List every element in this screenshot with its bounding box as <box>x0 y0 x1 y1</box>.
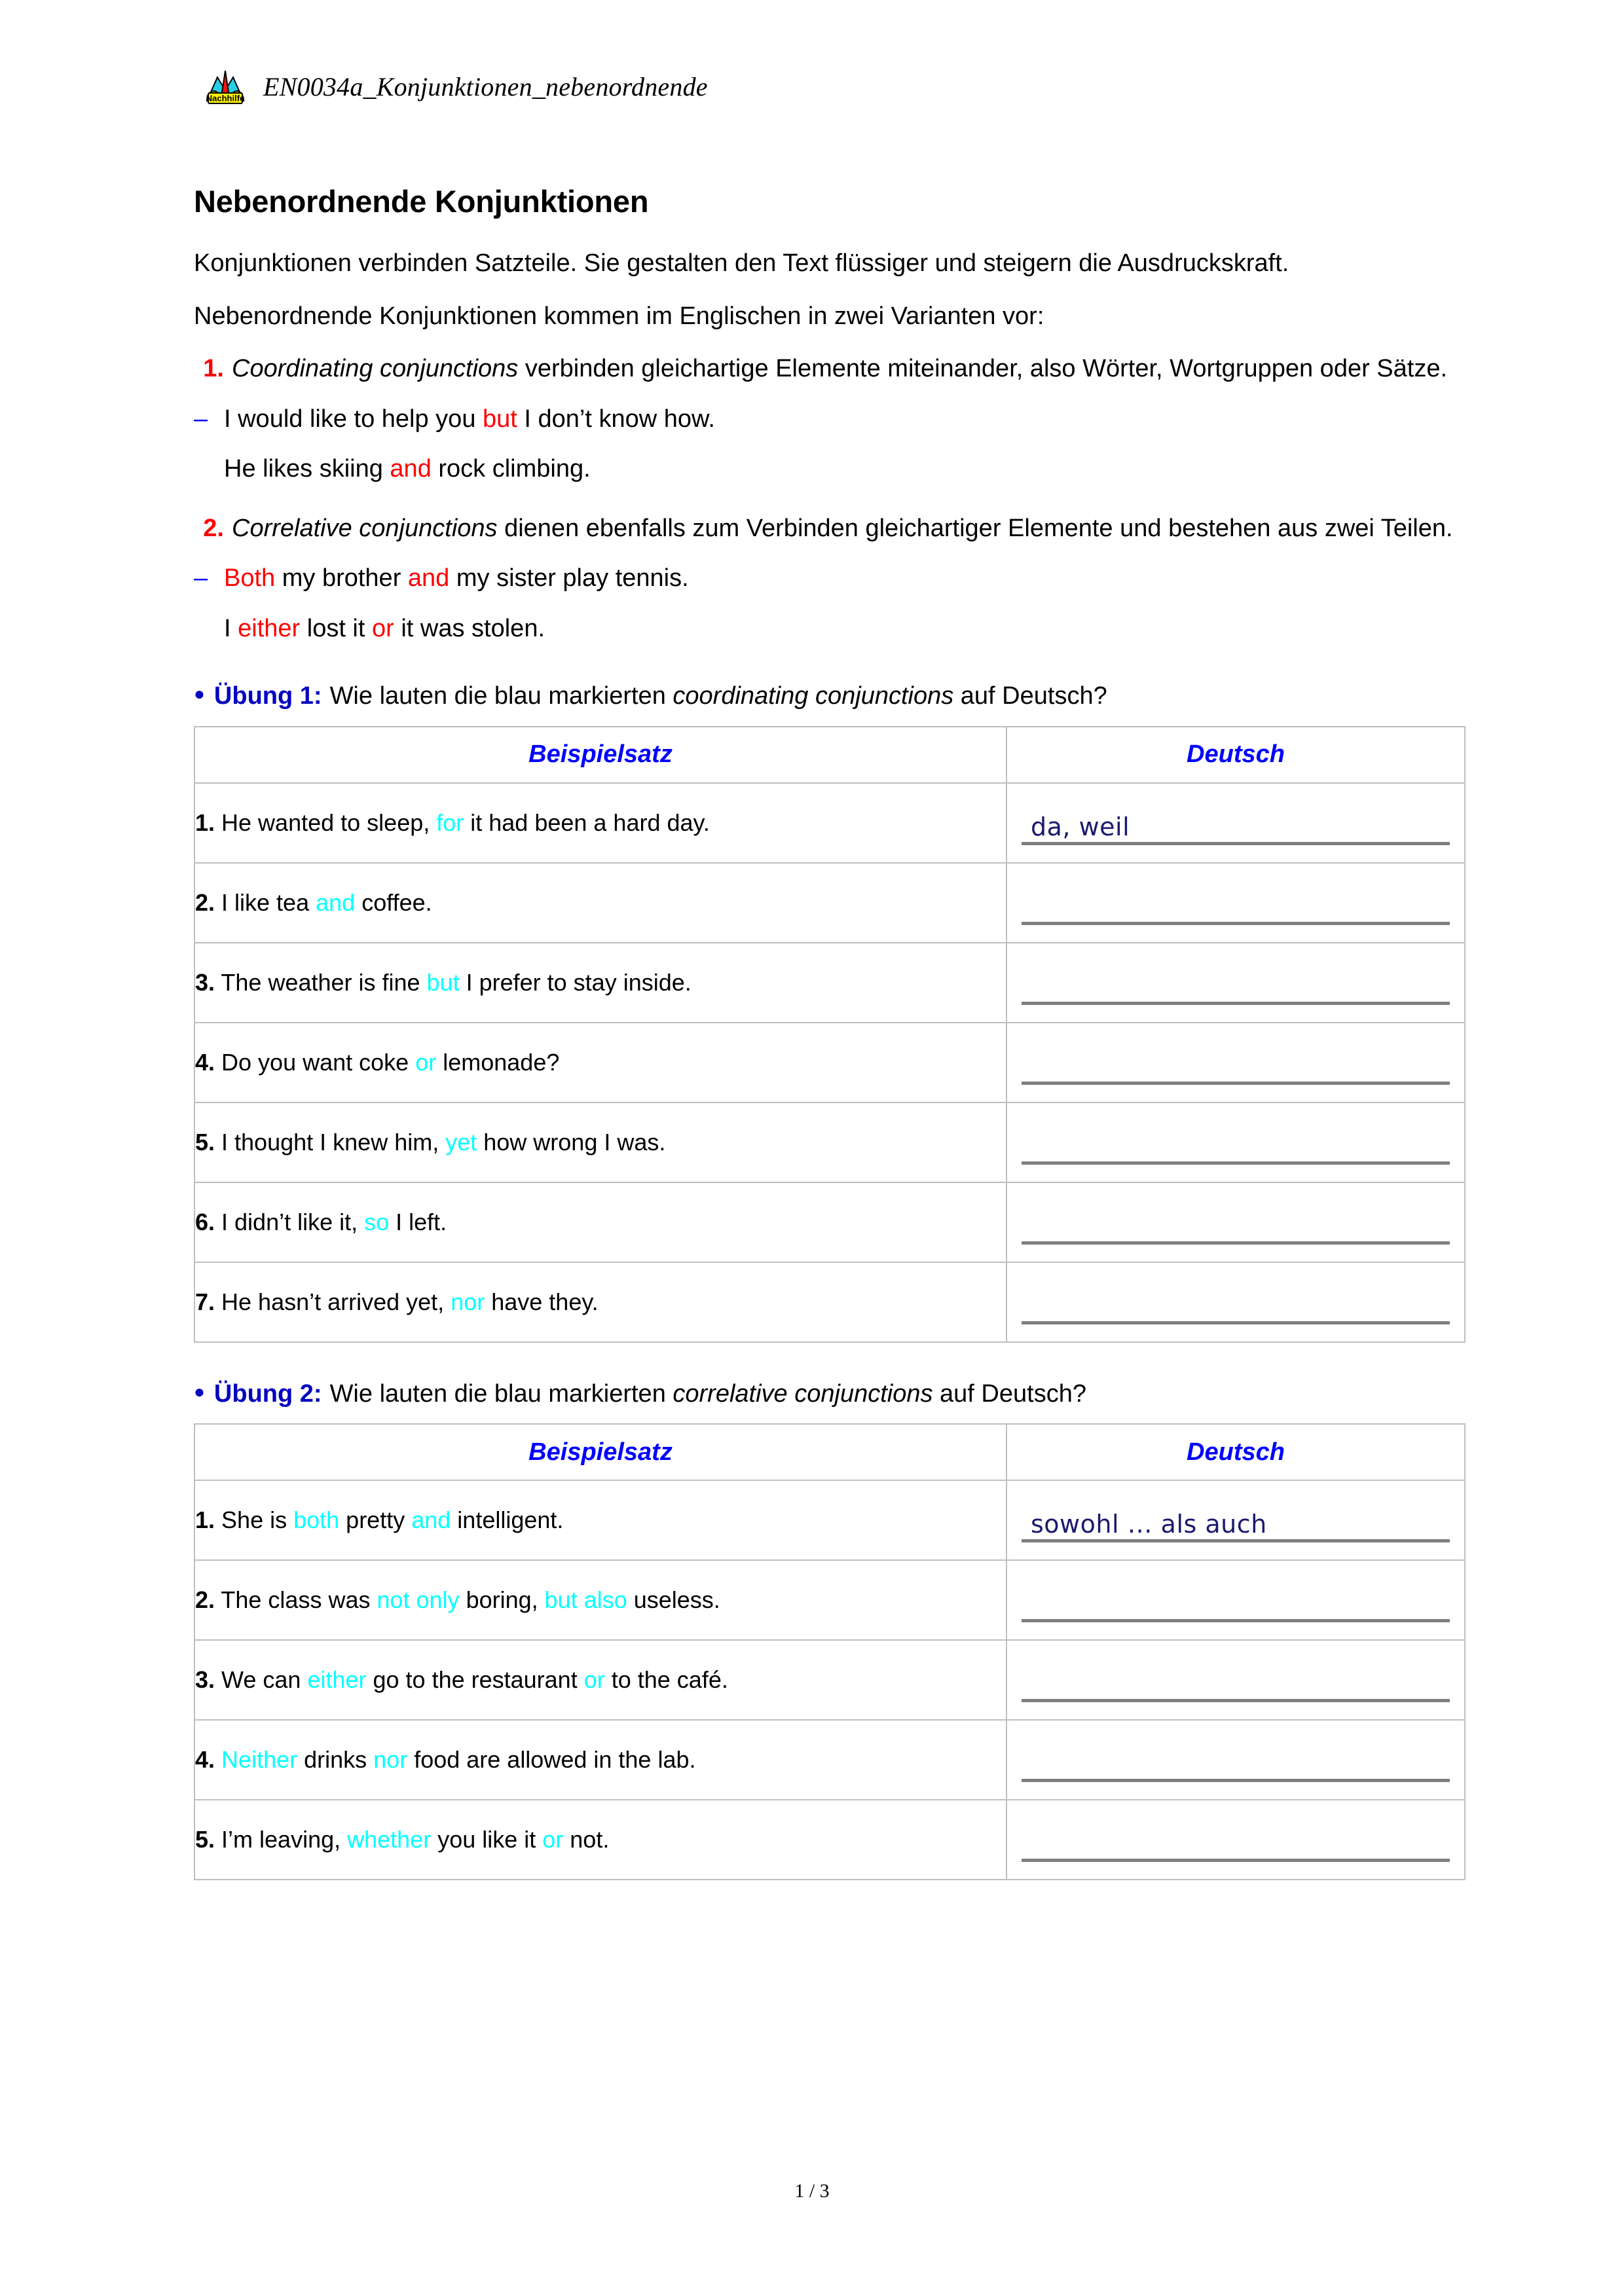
answer-cell[interactable] <box>1006 1023 1465 1102</box>
table-row <box>194 1182 1465 1262</box>
question-pre: Wie lauten die blau markierten <box>329 682 673 710</box>
sentence-pre: The weather is fine <box>215 969 427 996</box>
nachhilfe-mountain-logo-icon <box>202 63 249 110</box>
answer-cell[interactable] <box>1006 783 1465 863</box>
answer-rule <box>1022 922 1450 925</box>
sentence-cell <box>194 863 1006 943</box>
row-number: 2. <box>195 1586 215 1614</box>
sentence-pre: He hasn’t arrived yet, <box>215 1288 451 1316</box>
question-term: coordinating conjunctions <box>673 682 954 710</box>
example-highlight-2: or <box>372 614 394 642</box>
svg-text:Nachhilfe: Nachhilfe <box>206 93 245 103</box>
sentence-cell <box>194 783 1006 863</box>
sentence-highlight: whether <box>347 1826 432 1853</box>
answer-text[interactable] <box>1022 1161 1031 1182</box>
sentence-highlight: Neither <box>221 1746 298 1774</box>
example-line <box>194 403 1464 436</box>
exercise-1-label: Übung 1: <box>213 682 322 710</box>
sentence-post: I prefer to stay inside. <box>459 969 692 996</box>
row-number: 3. <box>195 1666 215 1694</box>
table-row <box>194 1480 1465 1560</box>
row-number: 1. <box>195 809 215 837</box>
intro-paragraph-1: Konjunktionen verbinden Satzteile. Sie gestalten den Text flüssiger und steigern die Ausdruckskraft. <box>194 249 1289 277</box>
sentence-post: lemonade? <box>436 1049 560 1076</box>
row-number: 5. <box>195 1826 215 1853</box>
example-text <box>224 403 1464 436</box>
example-pre: He likes skiing <box>224 455 390 483</box>
sentence-cell <box>194 1102 1006 1182</box>
sentence-post: not. <box>563 1826 610 1853</box>
table-row <box>194 943 1465 1023</box>
answer-rule <box>1022 1699 1450 1702</box>
sentence-highlight: either <box>307 1666 367 1694</box>
sentence-cell <box>194 1480 1006 1560</box>
example-line <box>224 452 1464 486</box>
table-row <box>194 1262 1465 1342</box>
exercise-2-table <box>194 1423 1466 1880</box>
answer-rule <box>1022 1619 1450 1622</box>
example-mid: I don’t know how. <box>517 405 715 433</box>
answer-rule <box>1022 1859 1450 1862</box>
table-header-row <box>194 1424 1465 1480</box>
answer-text[interactable] <box>1022 1778 1031 1799</box>
question-pre: Wie lauten die blau markierten <box>329 1379 673 1408</box>
bullet-icon: ● <box>194 683 205 704</box>
sentence-highlight: but <box>426 969 460 996</box>
exercise-2-heading <box>194 1378 1464 1410</box>
variant-text <box>232 352 1464 386</box>
answer-cell[interactable] <box>1006 863 1465 943</box>
sentence-highlight: or <box>415 1049 437 1076</box>
sentence-post: to the café. <box>604 1666 728 1694</box>
document-filename: EN0034a_Konjunktionen_nebenordnende <box>263 71 708 101</box>
answer-rule <box>1022 1321 1450 1324</box>
variant-text <box>232 512 1464 545</box>
variant-term: Coordinating conjunctions <box>232 355 519 383</box>
exercise-1-table <box>194 726 1466 1343</box>
example-mid: lost it <box>300 614 372 642</box>
sentence-highlight: nor <box>451 1288 485 1316</box>
answer-text[interactable]: da, weil <box>1031 812 1130 841</box>
answer-cell[interactable] <box>1006 1182 1465 1262</box>
sentence-cell <box>194 1720 1006 1800</box>
answer-cell[interactable] <box>1006 1262 1465 1342</box>
answer-cell[interactable] <box>1006 1800 1465 1880</box>
sentence-highlight: yet <box>445 1129 477 1156</box>
sentence-highlight-2: nor <box>373 1746 408 1774</box>
sentence-mid: boring, <box>459 1586 545 1614</box>
example-highlight-2: and <box>407 564 450 592</box>
variant-description: dienen ebenfalls zum Verbinden gleichartiger Elemente und bestehen aus zwei Teilen. <box>497 514 1453 542</box>
question-post: auf Deutsch? <box>953 682 1107 710</box>
answer-cell[interactable] <box>1006 1480 1465 1560</box>
column-header-beispielsatz: Beispielsatz <box>194 727 1006 783</box>
document-body <box>194 183 1464 1880</box>
answer-cell[interactable] <box>1006 1720 1465 1800</box>
answer-rule <box>1022 1779 1450 1782</box>
example-pre: I would like to help you <box>224 405 483 433</box>
table-row <box>194 1640 1465 1720</box>
exercise-2-question <box>330 1378 1086 1410</box>
example-highlight: and <box>390 455 432 483</box>
table-row <box>194 1023 1465 1102</box>
answer-rule <box>1022 1002 1450 1005</box>
column-header-beispielsatz: Beispielsatz <box>194 1424 1006 1480</box>
example-line <box>224 612 1464 646</box>
dash-bullet-icon: – <box>194 564 208 592</box>
answer-text[interactable] <box>1022 1321 1031 1341</box>
column-header-deutsch: Deutsch <box>1006 727 1465 783</box>
exercise-2-label: Übung 2: <box>213 1379 322 1408</box>
sentence-cell <box>194 1800 1006 1880</box>
answer-cell[interactable] <box>1006 1102 1465 1182</box>
sentence-pre: Do you want coke <box>215 1049 416 1076</box>
sentence-post: how wrong I was. <box>477 1129 666 1156</box>
answer-text[interactable] <box>1022 1081 1031 1102</box>
variants-list <box>194 352 1464 645</box>
table-row <box>194 1800 1465 1880</box>
sentence-highlight: and <box>316 889 356 917</box>
sentence-highlight-2: but also <box>544 1586 627 1614</box>
page-title: Nebenordnende Konjunktionen <box>194 184 649 219</box>
sentence-cell <box>194 1182 1006 1262</box>
sentence-pre <box>215 1746 221 1773</box>
table-row <box>194 1720 1465 1800</box>
example-highlight: either <box>238 614 301 642</box>
column-header-deutsch: Deutsch <box>1006 1424 1465 1480</box>
sentence-mid: you like it <box>431 1826 543 1853</box>
row-number: 3. <box>195 969 215 996</box>
exercise-1-question <box>330 680 1107 712</box>
row-number: 6. <box>195 1209 215 1236</box>
sentence-pre: I’m leaving, <box>215 1826 348 1853</box>
answer-text[interactable] <box>1022 1241 1031 1262</box>
row-number: 2. <box>195 889 215 917</box>
sentence-cell <box>194 1023 1006 1102</box>
variant-1-examples <box>194 403 1464 486</box>
sentence-pre: I like tea <box>215 889 316 917</box>
table-row <box>194 1102 1465 1182</box>
example-mid: my brother <box>275 564 408 592</box>
example-highlight: Both <box>224 564 276 592</box>
answer-cell[interactable] <box>1006 1640 1465 1720</box>
sentence-pre: I thought I knew him, <box>215 1129 446 1156</box>
sentence-post: food are allowed in the lab. <box>407 1746 696 1774</box>
sentence-highlight-2: or <box>583 1666 605 1694</box>
variant-2-examples <box>194 562 1464 645</box>
page-footer: 1 / 3 <box>794 2180 830 2202</box>
sentence-post: intelligent. <box>451 1506 564 1534</box>
sentence-post: I left. <box>389 1209 447 1236</box>
answer-text[interactable] <box>1022 1001 1031 1022</box>
table-row <box>194 1560 1465 1640</box>
answer-rule <box>1022 1082 1450 1085</box>
sentence-cell <box>194 1640 1006 1720</box>
sentence-pre: We can <box>215 1666 308 1694</box>
intro-paragraph-2: Nebenordnende Konjunktionen kommen im Englischen in zwei Varianten vor: <box>194 302 1044 330</box>
answer-text[interactable]: sowohl … als auch <box>1031 1510 1267 1539</box>
answer-text[interactable] <box>1022 1618 1031 1639</box>
example-post: my sister play tennis. <box>449 564 689 592</box>
sentence-highlight-2: or <box>542 1826 564 1853</box>
answer-text[interactable] <box>1022 1698 1031 1719</box>
sentence-highlight: for <box>436 809 464 837</box>
example-text <box>224 562 1464 595</box>
row-number: 4. <box>195 1746 215 1774</box>
row-number: 1. <box>195 1506 215 1534</box>
example-mid: rock climbing. <box>431 455 591 483</box>
sentence-post: have they. <box>485 1288 599 1316</box>
document-header <box>202 63 708 110</box>
sentence-highlight: so <box>364 1209 390 1236</box>
sentence-cell <box>194 1262 1006 1342</box>
answer-text[interactable] <box>1022 1858 1031 1879</box>
question-post: auf Deutsch? <box>932 1379 1086 1408</box>
dash-bullet-icon: – <box>194 405 208 433</box>
sentence-mid: go to the restaurant <box>366 1666 584 1694</box>
sentence-post: it had been a hard day. <box>464 809 710 837</box>
answer-rule <box>1022 1241 1450 1245</box>
sentence-post: coffee. <box>355 889 432 917</box>
question-term: correlative conjunctions <box>673 1379 933 1408</box>
sentence-highlight-2: and <box>411 1506 451 1534</box>
exercise-1-heading <box>194 680 1464 712</box>
example-post: it was stolen. <box>394 614 545 642</box>
sentence-highlight: not only <box>377 1586 460 1614</box>
variant-term: Correlative conjunctions <box>232 514 498 542</box>
sentence-post: useless. <box>627 1586 720 1614</box>
variant-description: verbinden gleichartige Elemente miteinander, also Wörter, Wortgruppen oder Sätze. <box>518 355 1448 383</box>
row-number: 5. <box>195 1129 215 1156</box>
variant-item <box>194 512 1464 545</box>
table-row <box>194 783 1465 863</box>
example-pre: I <box>224 614 238 642</box>
answer-rule <box>1022 1161 1450 1165</box>
row-number: 4. <box>195 1049 215 1076</box>
sentence-pre: She is <box>215 1506 294 1534</box>
table-row <box>194 863 1465 943</box>
variant-number: 1. <box>203 355 224 383</box>
example-line <box>194 562 1464 595</box>
answer-cell[interactable] <box>1006 943 1465 1023</box>
sentence-mid: pretty <box>339 1506 412 1534</box>
example-highlight: but <box>483 405 517 433</box>
table-header-row <box>194 727 1465 783</box>
sentence-highlight: both <box>293 1506 340 1534</box>
bullet-icon: ● <box>194 1381 205 1402</box>
variant-number: 2. <box>203 514 224 542</box>
answer-text[interactable] <box>1022 921 1031 942</box>
sentence-cell <box>194 1560 1006 1640</box>
sentence-pre: I didn’t like it, <box>215 1209 365 1236</box>
variant-item <box>194 352 1464 386</box>
sentence-pre: He wanted to sleep, <box>215 809 437 837</box>
row-number: 7. <box>195 1288 215 1316</box>
sentence-pre: The class was <box>215 1586 377 1614</box>
answer-cell[interactable] <box>1006 1560 1465 1640</box>
sentence-cell <box>194 943 1006 1023</box>
sentence-mid: drinks <box>297 1746 374 1774</box>
